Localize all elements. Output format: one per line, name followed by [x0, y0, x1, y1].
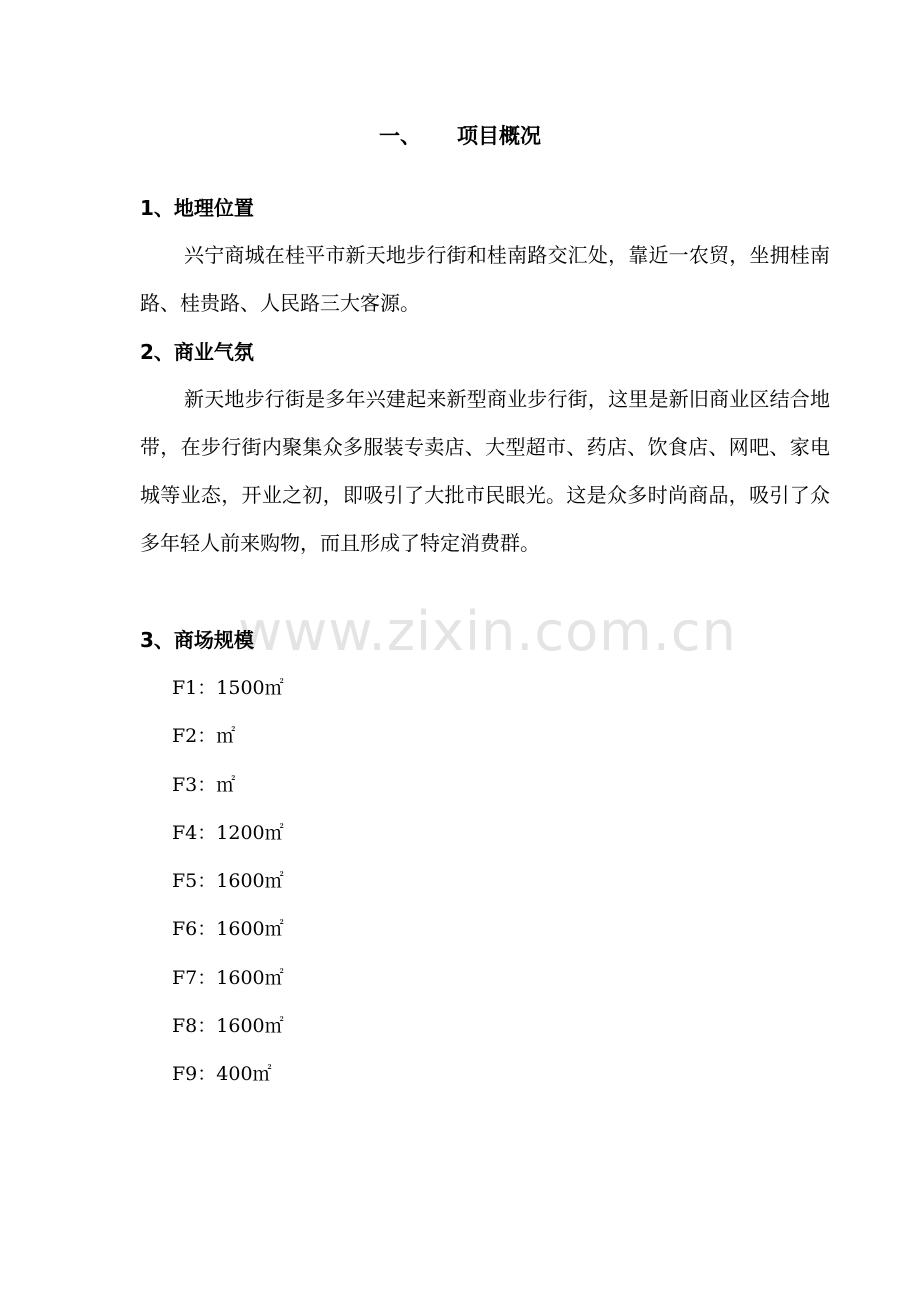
section-paragraph-location: 兴宁商城在桂平市新天地步行街和桂南路交汇处，靠近一农贸，坐拥桂南路、桂贵路、人民路三大客源。 [140, 243, 830, 315]
title-number: 一、 [379, 124, 421, 148]
title-text: 项目概况 [457, 124, 541, 148]
section-heading-scale: 3、商场规模 [140, 628, 254, 652]
floor-item-f5: F5：1600㎡ [172, 870, 284, 893]
floor-area-list [172, 668, 284, 1103]
watermark: www.zixin.com.cn [238, 600, 737, 663]
floor-item-f9: F9：400㎡ [172, 1063, 272, 1086]
floor-item-f1: F1：1500㎡ [172, 677, 284, 699]
floor-item-f4: F4：1200㎡ [172, 821, 284, 844]
floor-item-f7: F7：1600㎡ [172, 966, 284, 989]
section-heading-location: 1、地理位置 [140, 196, 254, 220]
floor-item-f6: F6：1600㎡ [172, 918, 284, 941]
floor-item-f8: F8：1600㎡ [172, 1015, 284, 1038]
section-paragraph-atmosphere: 新天地步行街是多年兴建起来新型商业步行街，这里是新旧商业区结合地带，在步行街内聚集众多服装专卖店、大型超市、药店、饮食店、网吧、家电城等业态，开业之初，即吸引了大批市民眼光。这是众多时尚商品，吸引了众多年轻人前来购物，而且形成了特定消费群。 [140, 387, 830, 555]
section-heading-atmosphere: 2、商业气氛 [140, 340, 254, 364]
page-title [0, 118, 920, 154]
floor-item-f2: F2：㎡ [172, 725, 236, 748]
floor-item-f3: F3：㎡ [172, 773, 236, 796]
